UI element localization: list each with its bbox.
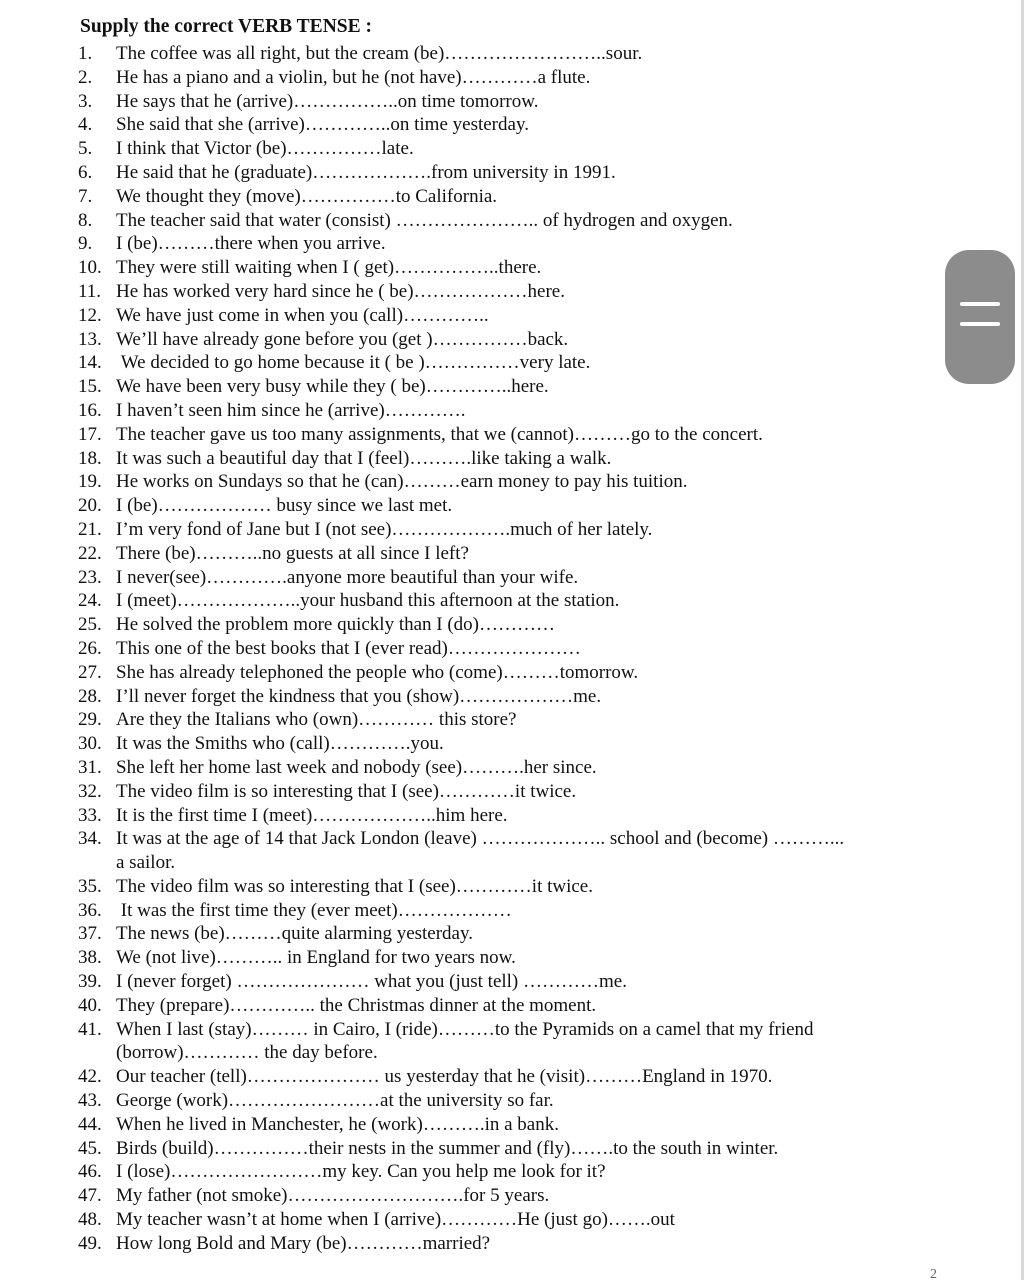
question-number: 19. [78,471,102,493]
question-text: She left her home last week and nobody (see)……….her since. [116,756,597,778]
question-item [78,328,968,352]
question-number: 44. [78,1113,102,1135]
grip-line-icon [960,302,1000,306]
question-item [78,922,968,946]
question-number: 26. [78,637,102,659]
question-text: He says that he (arrive)……………..on time tomorrow. [116,90,539,112]
question-item [78,66,968,90]
question-number: 6. [78,161,93,183]
question-number: 41. [78,1018,102,1040]
question-item [78,613,968,637]
question-text: We (not live)……….. in England for two years now. [116,947,516,969]
question-item [78,137,968,161]
question-number: 40. [78,994,102,1016]
question-text: I haven’t seen him since he (arrive)…………. [116,399,466,421]
question-text: My teacher wasn’t at home when I (arrive)…………He (just go)…….out [116,1209,675,1231]
question-text: George (work)……………………at the university so far. [116,1090,554,1112]
question-text: I’ll never forget the kindness that you (show)………………me. [116,685,602,707]
question-text: It was the first time they (ever meet)……………… [116,899,512,921]
question-number: 22. [78,542,102,564]
question-item [78,970,968,994]
question-text: I’m very fond of Jane but I (not see)……………….much of her lately. [116,518,653,540]
question-item [78,399,968,423]
question-list [78,42,968,1256]
question-item [78,946,968,970]
question-text: Birds (build)……………their nests in the summer and (fly)…….to the south in winter. [116,1137,779,1159]
question-item [78,1089,968,1113]
question-text: There (be)………..no guests at all since I left? [116,542,469,564]
question-number: 20. [78,495,102,517]
question-item [78,423,968,447]
question-item [78,470,968,494]
question-text: I (be)………there when you arrive. [116,233,386,255]
question-text: When he lived in Manchester, he (work)……….in a bank. [116,1113,559,1135]
question-number: 11. [78,280,102,302]
question-item [78,447,968,471]
question-item [78,780,968,804]
question-number: 48. [78,1209,102,1231]
question-number: 5. [78,138,93,160]
question-number: 38. [78,947,102,969]
question-number: 37. [78,923,102,945]
question-text: When I last (stay)……… in Cairo, I (ride)………to the Pyramids on a camel that my friend (borrow)………… the day before. [116,1018,814,1064]
question-text: They (prepare)………….. the Christmas dinner at the moment. [116,994,597,1016]
question-item [78,185,968,209]
question-number: 43. [78,1090,102,1112]
question-number: 29. [78,709,102,731]
question-text: I (meet)………………..your husband this afternoon at the station. [116,590,620,612]
question-text: The teacher gave us too many assignments, that we (cannot)………go to the concert. [116,423,763,445]
question-item [78,1208,968,1232]
page-number: 2 [930,1267,937,1280]
question-item [78,827,968,875]
question-item [78,375,968,399]
question-item [78,756,968,780]
question-number: 32. [78,780,102,802]
question-item [78,256,968,280]
question-item [78,1137,968,1161]
question-number: 3. [78,90,93,112]
worksheet [78,14,968,1256]
worksheet-title: Supply the correct VERB TENSE : [80,16,372,37]
question-number: 45. [78,1137,102,1159]
question-text: She has already telephoned the people who (come)………tomorrow. [116,661,639,683]
question-number: 16. [78,399,102,421]
question-item [78,280,968,304]
question-number: 23. [78,566,102,588]
question-number: 42. [78,1066,102,1088]
question-text: I (never forget) ………………… what you (just tell) …………me. [116,971,627,993]
question-number: 31. [78,756,102,778]
question-text: He has a piano and a violin, but he (not have)…………a flute. [116,66,591,88]
question-text: We thought they (move)……………to California. [116,185,498,207]
question-text: The news (be)………quite alarming yesterday. [116,923,474,945]
question-item [78,232,968,256]
question-text: He said that he (graduate)……………….from university in 1991. [116,161,616,183]
question-text: We have just come in when you (call)………….. [116,304,489,326]
question-item [78,1065,968,1089]
question-number: 30. [78,733,102,755]
question-number: 2. [78,66,93,88]
question-number: 4. [78,114,93,136]
question-text: How long Bold and Mary (be)…………married? [116,1232,491,1254]
question-number: 18. [78,447,102,469]
question-text: Our teacher (tell)………………… us yesterday that he (visit)………England in 1970. [116,1066,773,1088]
question-text: This one of the best books that I (ever read)………………… [116,637,581,659]
question-text: We’ll have already gone before you (get )……………back. [116,328,569,350]
scroll-handle[interactable] [945,250,1015,384]
question-number: 15. [78,376,102,398]
question-item [78,494,968,518]
question-item [78,637,968,661]
question-number: 36. [78,899,102,921]
question-text: I never(see)………….anyone more beautiful than your wife. [116,566,579,588]
question-item [78,113,968,137]
question-item [78,685,968,709]
question-item [78,661,968,685]
question-text: They were still waiting when I ( get)……………..there. [116,257,542,279]
question-text: My father (not smoke)……………………….for 5 years. [116,1185,550,1207]
question-item [78,518,968,542]
question-item [78,542,968,566]
question-item [78,1113,968,1137]
question-item [78,899,968,923]
question-item [78,708,968,732]
question-text: It was such a beautiful day that I (feel)……….like taking a walk. [116,447,612,469]
question-item [78,1160,968,1184]
question-text: She said that she (arrive)…………..on time yesterday. [116,114,529,136]
question-item [78,804,968,828]
question-number: 33. [78,804,102,826]
question-number: 9. [78,233,93,255]
question-number: 24. [78,590,102,612]
question-text: The video film is so interesting that I (see)…………it twice. [116,780,577,802]
question-number: 13. [78,328,102,350]
question-number: 21. [78,518,102,540]
question-number: 8. [78,209,93,231]
question-item [78,589,968,613]
question-item [78,209,968,233]
question-text: I (be)……………… busy since we last met. [116,495,453,517]
question-text: The teacher said that water (consist) ………………….. of hydrogen and oxygen. [116,209,733,231]
question-item [78,304,968,328]
question-item [78,42,968,66]
question-text: The coffee was all right, but the cream (be)……………………..sour. [116,43,643,64]
question-number: 12. [78,304,102,326]
grip-line-icon [960,322,1000,326]
question-number: 35. [78,875,102,897]
question-item [78,566,968,590]
question-number: 27. [78,661,102,683]
question-item [78,1184,968,1208]
question-text: It is the first time I (meet)………………..him here. [116,804,508,826]
question-text: He solved the problem more quickly than I (do)………… [116,614,556,636]
question-item [78,994,968,1018]
question-number: 14. [78,352,102,374]
question-text: It was the Smiths who (call)………….you. [116,733,444,755]
question-number: 25. [78,614,102,636]
question-text: Are they the Italians who (own)………… this store? [116,709,517,731]
question-text: I (lose)……………………my key. Can you help me look for it? [116,1161,606,1183]
question-text: He works on Sundays so that he (can)………earn money to pay his tuition. [116,471,688,493]
question-number: 7. [78,185,93,207]
question-item [78,1018,968,1066]
question-item [78,161,968,185]
question-item [78,875,968,899]
question-text: He has worked very hard since he ( be)………………here. [116,280,565,302]
question-number: 46. [78,1161,102,1183]
question-text: I think that Victor (be)……………late. [116,138,414,160]
question-item [78,732,968,756]
question-item [78,351,968,375]
question-number: 17. [78,423,102,445]
question-number: 10. [78,257,102,279]
question-number: 28. [78,685,102,707]
question-number: 34. [78,828,102,850]
question-text: We decided to go home because it ( be )……………very late. [116,352,591,374]
question-item [78,90,968,114]
question-number: 1. [78,43,93,64]
question-number: 47. [78,1185,102,1207]
question-text: It was at the age of 14 that Jack London (leave) ……………….. school and (become) ………... a sailor. [116,828,845,874]
question-text: The video film was so interesting that I (see)…………it twice. [116,875,593,897]
question-number: 39. [78,971,102,993]
question-text: We have been very busy while they ( be)…………..here. [116,376,549,398]
question-number: 49. [78,1232,102,1254]
question-item [78,1232,968,1256]
